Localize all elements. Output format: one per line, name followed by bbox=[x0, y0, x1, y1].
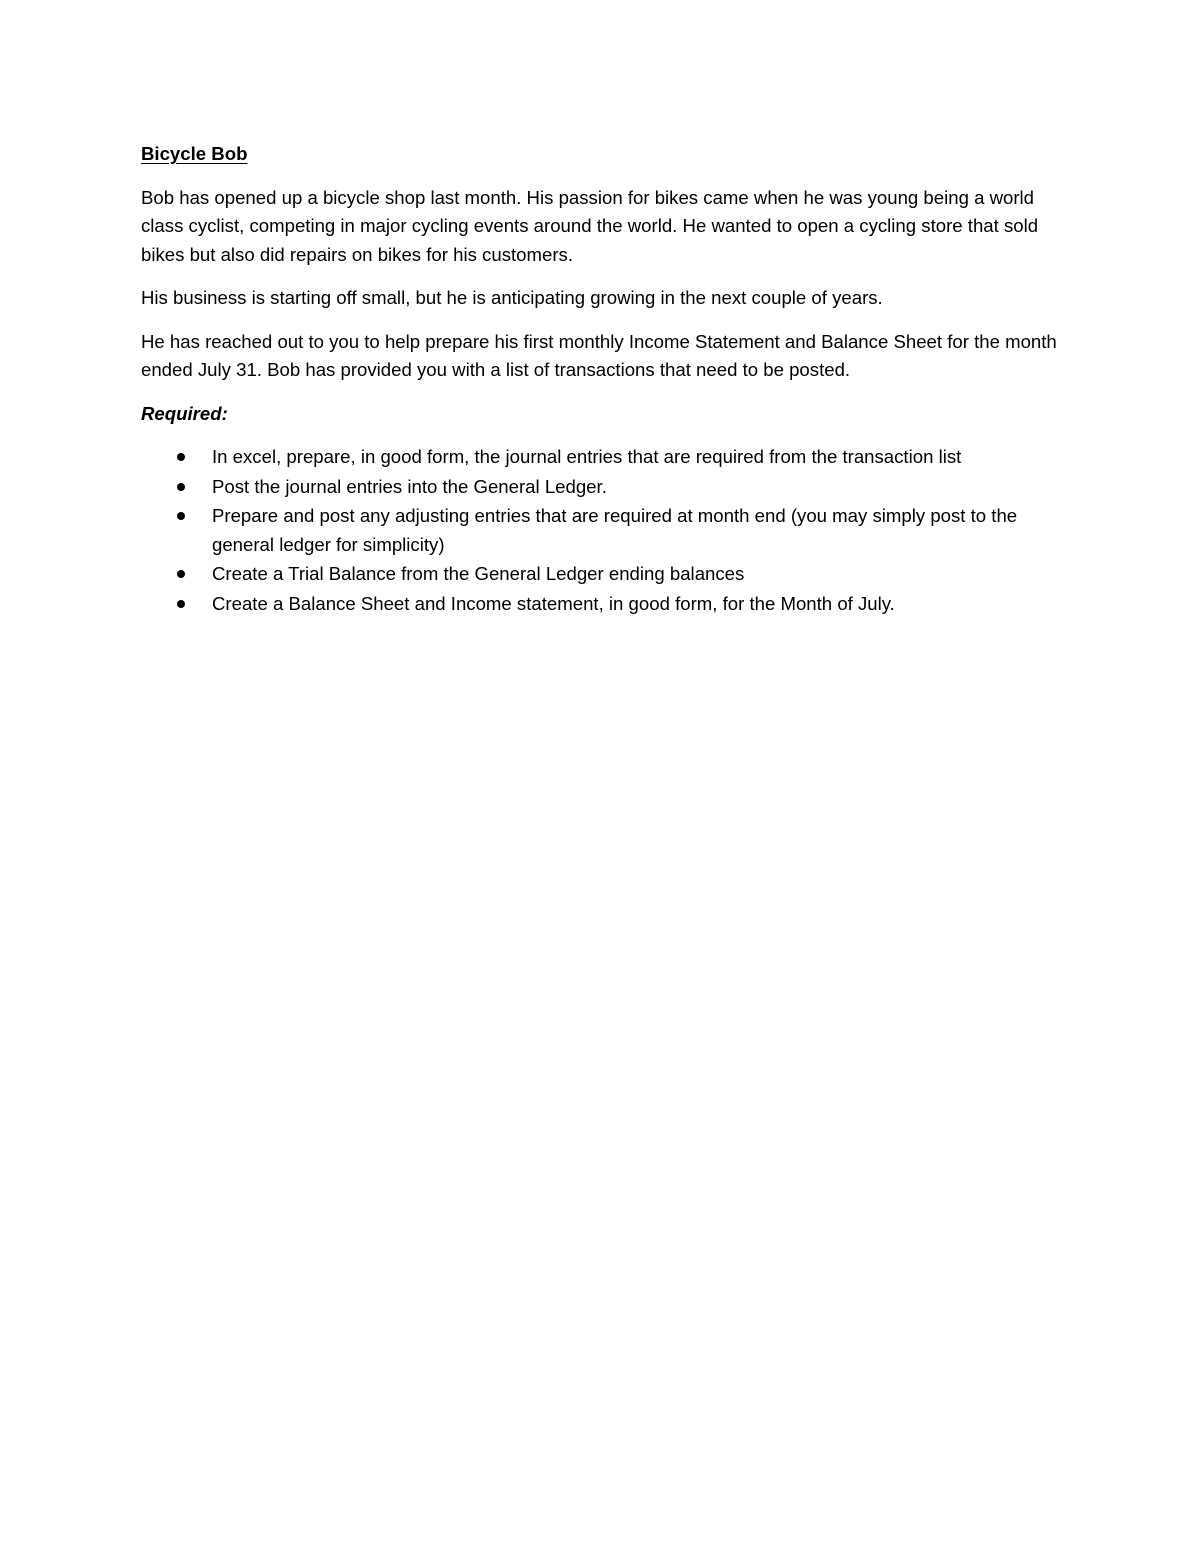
list-item-text: Create a Trial Balance from the General Ledger ending balances bbox=[212, 563, 745, 584]
list-item-text: Prepare and post any adjusting entries that are required at month end (you may simply post to the general ledger for simplicity) bbox=[212, 505, 1018, 555]
paragraph-business: His business is starting off small, but he is anticipating growing in the next couple of years. bbox=[141, 287, 883, 308]
list-item-text: Post the journal entries into the General Ledger. bbox=[212, 475, 607, 497]
bullet-icon bbox=[177, 512, 185, 520]
list-item bbox=[141, 473, 1071, 502]
bullet-icon bbox=[177, 483, 185, 491]
list-item bbox=[141, 443, 1071, 472]
bullet-icon bbox=[177, 453, 185, 461]
paragraph-intro: Bob has opened up a bicycle shop last month. His passion for bikes came when he was young being a world class cyclist, competing in major cycling events around the world. He wanted to open a cycling store that sold bikes but also did repairs on bikes for his customers. bbox=[141, 186, 1039, 265]
bullet-icon bbox=[177, 600, 185, 608]
list-item-text: Create a Balance Sheet and Income statement, in good form, for the Month of July. bbox=[212, 592, 895, 614]
document-title: Bicycle Bob bbox=[141, 143, 248, 164]
paragraph-request: He has reached out to you to help prepare his first monthly Income Statement and Balance Sheet for the month ended July 31. Bob has provided you with a list of transactions that need to be posted. bbox=[141, 330, 1057, 380]
list-item bbox=[141, 560, 1071, 589]
required-heading: Required: bbox=[141, 402, 228, 424]
list-item bbox=[141, 502, 1071, 559]
list-item bbox=[141, 590, 1071, 619]
list-item-text: In excel, prepare, in good form, the journal entries that are required from the transaction list bbox=[212, 446, 962, 467]
document-body bbox=[141, 140, 1071, 619]
bullet-icon bbox=[177, 570, 185, 578]
required-list bbox=[141, 443, 1071, 618]
